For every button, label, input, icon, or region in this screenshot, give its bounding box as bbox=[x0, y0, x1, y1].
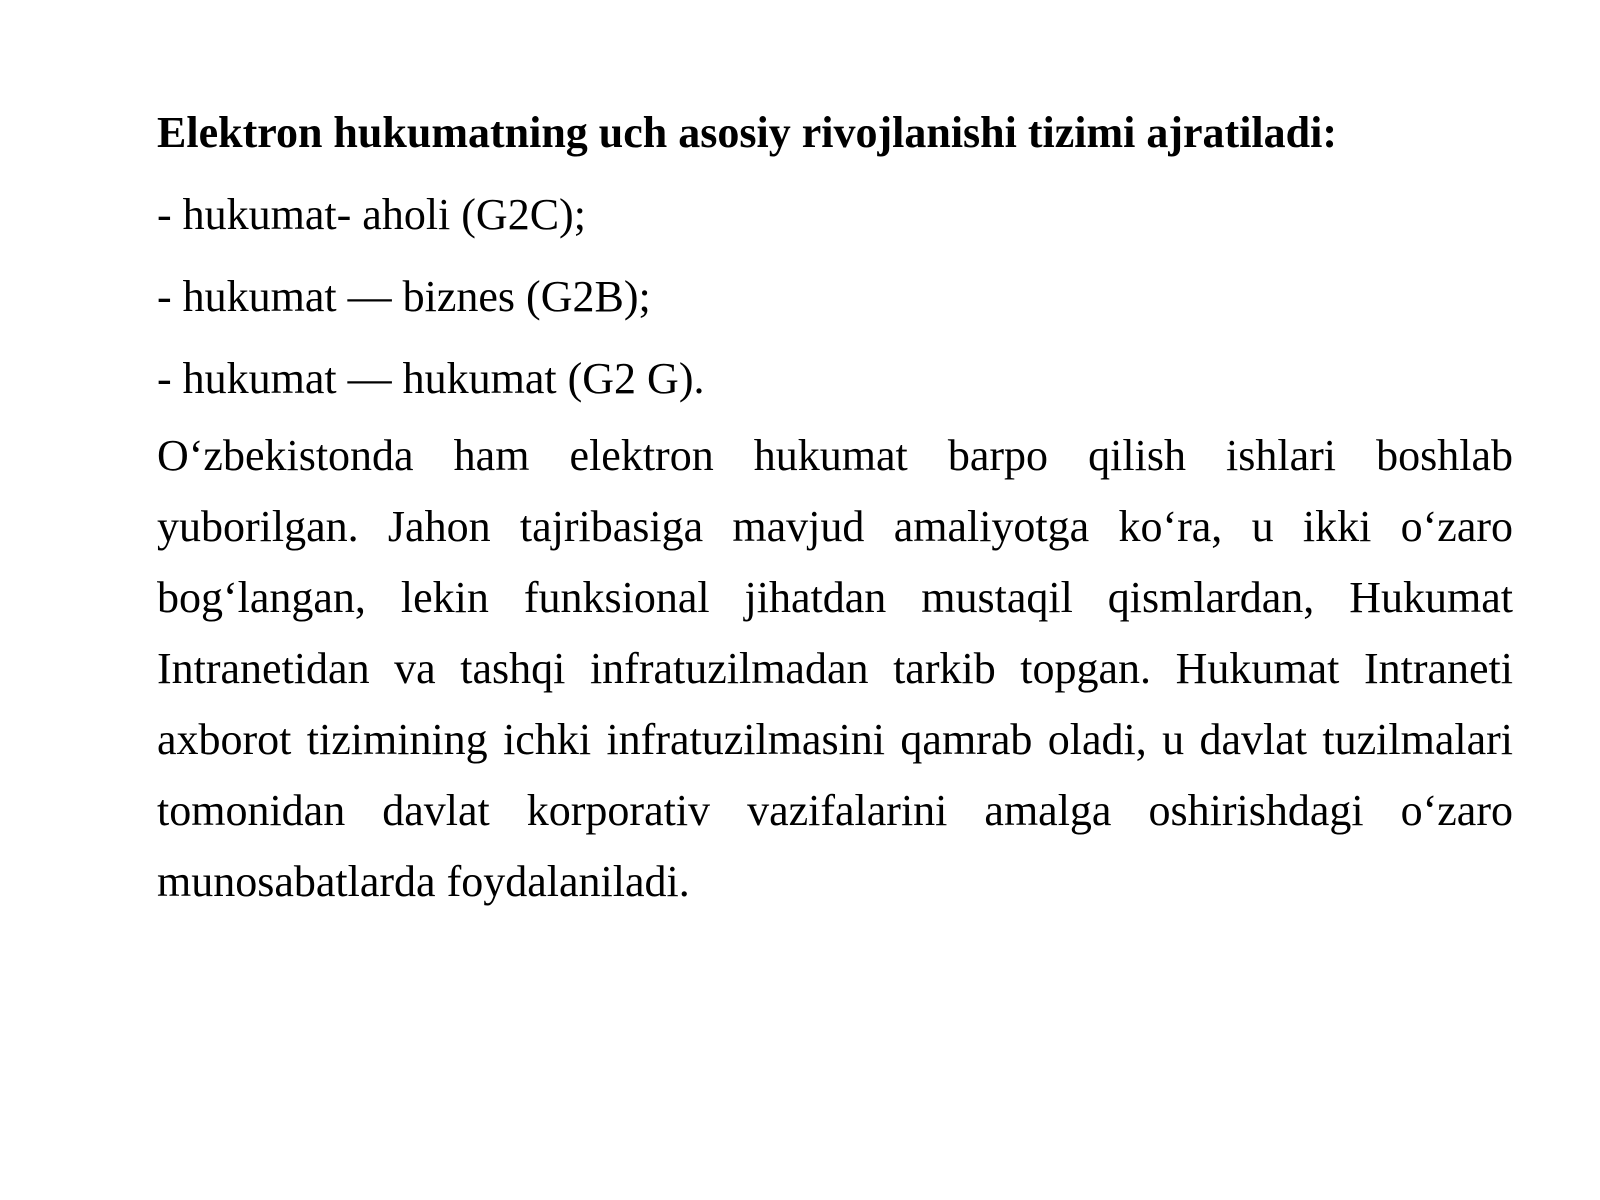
list-item-g2b: - hukumat — biznes (G2B); bbox=[157, 272, 651, 321]
system-list bbox=[157, 174, 1513, 420]
body-paragraph: O‘zbekistonda ham elektron hukumat barpo qilish ishlari boshlab yuborilgan. Jahon tajribasiga mavjud amaliyotga ko‘ra, u ikki o‘zaro bog‘langan, lekin funksional jihatdan mustaqil qismlardan, Hukumat Intranetidan va tashqi infratuzilmadan tarkib topgan. Hukumat Intraneti axborot tizimining ichki infratuzilmasini qamrab oladi, u davlat tuzilmalari tomonidan davlat korporativ vazifalarini amalga oshirishdagi o‘zaro munosabatlarda foydalaniladi. bbox=[157, 431, 1513, 906]
list-item-g2g: - hukumat — hukumat (G2 G). bbox=[157, 354, 705, 403]
slide-heading: Elektron hukumatning uch asosiy rivojlanishi tizimi ajratiladi: bbox=[157, 108, 1338, 157]
list-item-g2c: - hukumat- aholi (G2C); bbox=[157, 190, 586, 239]
slide-content bbox=[157, 92, 1513, 917]
